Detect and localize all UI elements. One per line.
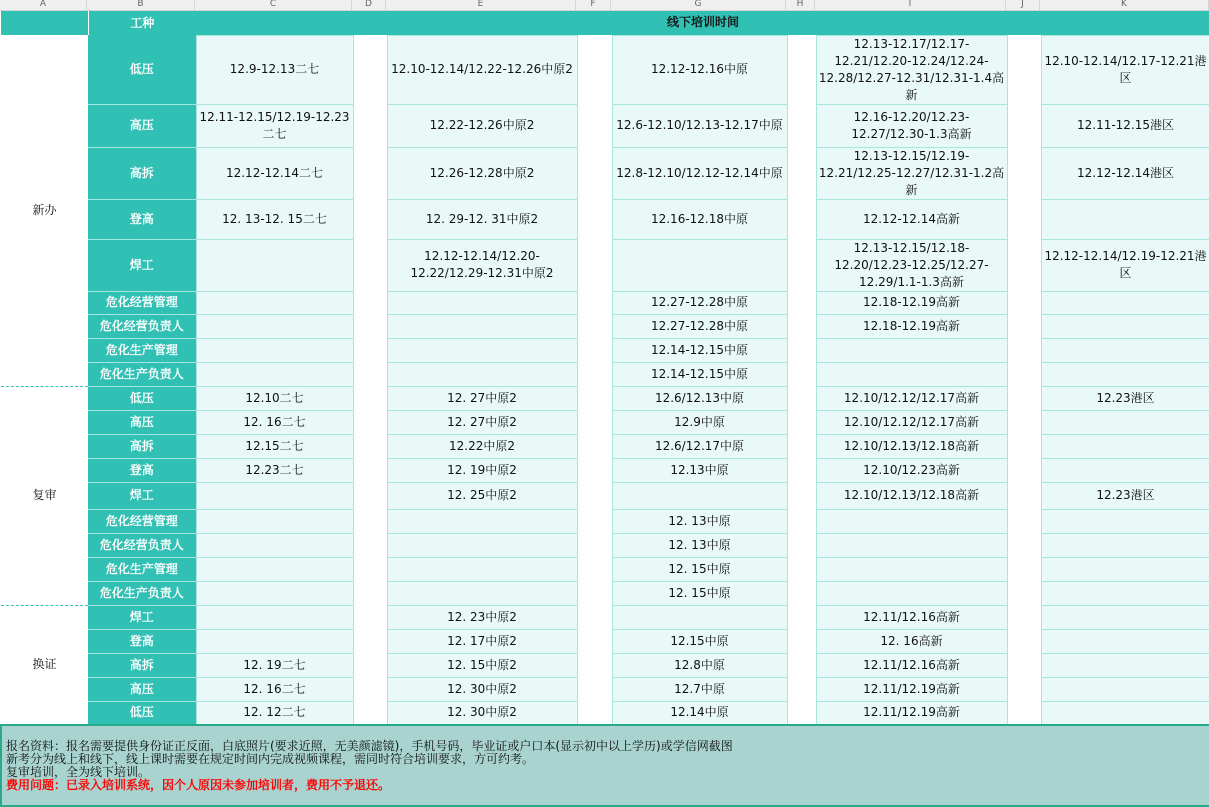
type-cell[interactable]: 焊工 — [88, 605, 196, 629]
schedule-cell-k[interactable] — [1041, 314, 1209, 338]
category-cell[interactable]: 新办 — [1, 35, 88, 386]
table-row — [1, 147, 1209, 199]
schedule-cell-e[interactable]: 12.22-12.26中原2 — [387, 104, 577, 147]
schedule-cell-k[interactable] — [1041, 677, 1209, 701]
spacer-cell-h[interactable] — [787, 581, 816, 605]
schedule-cell-e[interactable] — [387, 291, 577, 314]
schedule-cell-e[interactable] — [387, 338, 577, 362]
schedule-cell-i[interactable]: 12.10/12.12/12.17高新 — [816, 410, 1007, 434]
spacer-cell-j[interactable] — [1007, 629, 1041, 653]
spacer-cell-f[interactable] — [577, 199, 612, 239]
spacer-cell-j[interactable] — [1007, 557, 1041, 581]
table-row — [1, 482, 1209, 509]
spacer-cell-d[interactable] — [353, 147, 387, 199]
spacer-cell-f[interactable] — [577, 509, 612, 533]
schedule-cell-i[interactable] — [816, 338, 1007, 362]
spacer-cell-d[interactable] — [353, 533, 387, 557]
spacer-cell-j[interactable] — [1007, 386, 1041, 410]
spacer-cell-j[interactable] — [1007, 458, 1041, 482]
spacer-cell-h[interactable] — [787, 701, 816, 725]
schedule-cell-k[interactable] — [1041, 581, 1209, 605]
schedule-cell-k[interactable]: 12.12-12.14港区 — [1041, 147, 1209, 199]
spacer-cell-d[interactable] — [353, 199, 387, 239]
spacer-cell-h[interactable] — [787, 557, 816, 581]
type-cell[interactable]: 焊工 — [88, 482, 196, 509]
spacer-cell-j[interactable] — [1007, 605, 1041, 629]
schedule-cell-g[interactable]: 12.6-12.10/12.13-12.17中原 — [612, 104, 787, 147]
spacer-cell-h[interactable] — [787, 410, 816, 434]
category-cell[interactable]: 复审 — [1, 386, 88, 605]
schedule-cell-c[interactable]: 12. 19二七 — [196, 653, 353, 677]
schedule-cell-g[interactable]: 12. 13中原 — [612, 533, 787, 557]
spacer-cell-d[interactable] — [353, 581, 387, 605]
schedule-cell-i[interactable]: 12.13-12.15/12.18-12.20/12.23-12.25/12.27-12.29/1.1-1.3高新 — [816, 239, 1007, 291]
schedule-cell-g[interactable]: 12.27-12.28中原 — [612, 314, 787, 338]
table-row — [1, 677, 1209, 701]
schedule-cell-k[interactable] — [1041, 291, 1209, 314]
type-cell[interactable]: 危化经营管理 — [88, 291, 196, 314]
schedule-cell-c[interactable]: 12.11-12.15/12.19-12.23二七 — [196, 104, 353, 147]
spacer-cell-d[interactable] — [353, 291, 387, 314]
schedule-cell-g[interactable] — [612, 605, 787, 629]
spacer-cell-j[interactable] — [1007, 291, 1041, 314]
type-cell[interactable]: 高拆 — [88, 434, 196, 458]
table-row — [1, 386, 1209, 410]
type-cell[interactable]: 高压 — [88, 104, 196, 147]
column-header-J[interactable]: J — [1006, 0, 1040, 10]
schedule-cell-k[interactable] — [1041, 199, 1209, 239]
schedule-cell-c[interactable] — [196, 509, 353, 533]
schedule-cell-e[interactable]: 12. 29-12. 31中原2 — [387, 199, 577, 239]
spacer-cell-j[interactable] — [1007, 199, 1041, 239]
table-row — [1, 314, 1209, 338]
schedule-cell-k[interactable]: 12.10-12.14/12.17-12.21港区 — [1041, 35, 1209, 104]
spacer-cell-j[interactable] — [1007, 147, 1041, 199]
spacer-cell-f[interactable] — [577, 362, 612, 386]
spacer-cell-d[interactable] — [353, 557, 387, 581]
schedule-cell-g[interactable]: 12.6/12.17中原 — [612, 434, 787, 458]
schedule-cell-g[interactable]: 12.15中原 — [612, 629, 787, 653]
spacer-cell-j[interactable] — [1007, 581, 1041, 605]
spacer-cell-d[interactable] — [353, 677, 387, 701]
spacer-cell-h[interactable] — [787, 291, 816, 314]
spacer-cell-d[interactable] — [353, 314, 387, 338]
column-header-C[interactable]: C — [195, 0, 352, 10]
schedule-cell-g[interactable]: 12.7中原 — [612, 677, 787, 701]
spacer-cell-d[interactable] — [353, 482, 387, 509]
schedule-cell-e[interactable]: 12. 15中原2 — [387, 653, 577, 677]
type-cell[interactable]: 高压 — [88, 677, 196, 701]
schedule-cell-c[interactable]: 12. 12二七 — [196, 701, 353, 725]
schedule-cell-c[interactable] — [196, 533, 353, 557]
column-header-K[interactable]: K — [1040, 0, 1209, 10]
spacer-cell-j[interactable] — [1007, 338, 1041, 362]
spacer-cell-j[interactable] — [1007, 362, 1041, 386]
type-cell[interactable]: 登高 — [88, 629, 196, 653]
schedule-cell-i[interactable]: 12.11/12.16高新 — [816, 653, 1007, 677]
schedule-cell-i[interactable] — [816, 581, 1007, 605]
column-header-D[interactable]: D — [352, 0, 386, 10]
spacer-cell-h[interactable] — [787, 147, 816, 199]
schedule-cell-k[interactable] — [1041, 410, 1209, 434]
spacer-cell-d[interactable] — [353, 509, 387, 533]
schedule-cell-e[interactable]: 12. 30中原2 — [387, 701, 577, 725]
schedule-cell-c[interactable] — [196, 239, 353, 291]
note-renewal: 复审培训，全为线下培训。 — [6, 765, 151, 779]
schedule-cell-c[interactable]: 12. 16二七 — [196, 677, 353, 701]
spacer-cell-j[interactable] — [1007, 410, 1041, 434]
table-row — [1, 605, 1209, 629]
schedule-cell-k[interactable]: 12.12-12.14/12.19-12.21港区 — [1041, 239, 1209, 291]
schedule-cell-i[interactable]: 12. 16高新 — [816, 629, 1007, 653]
schedule-cell-e[interactable] — [387, 362, 577, 386]
spacer-cell-h[interactable] — [787, 509, 816, 533]
schedule-cell-e[interactable] — [387, 509, 577, 533]
schedule-cell-c[interactable] — [196, 362, 353, 386]
spacer-cell-j[interactable] — [1007, 35, 1041, 104]
spacer-cell-f[interactable] — [577, 104, 612, 147]
schedule-cell-i[interactable]: 12.10/12.13/12.18高新 — [816, 434, 1007, 458]
schedule-cell-g[interactable]: 12.8-12.10/12.12-12.14中原 — [612, 147, 787, 199]
spacer-cell-f[interactable] — [577, 434, 612, 458]
spacer-cell-j[interactable] — [1007, 533, 1041, 557]
spacer-cell-h[interactable] — [787, 677, 816, 701]
spacer-cell-h[interactable] — [787, 434, 816, 458]
schedule-cell-k[interactable] — [1041, 653, 1209, 677]
spacer-cell-h[interactable] — [787, 362, 816, 386]
spacer-cell-f[interactable] — [577, 677, 612, 701]
schedule-cell-e[interactable]: 12. 27中原2 — [387, 386, 577, 410]
column-header-G[interactable]: G — [611, 0, 786, 10]
spacer-cell-h[interactable] — [787, 199, 816, 239]
schedule-cell-g[interactable]: 12.6/12.13中原 — [612, 386, 787, 410]
schedule-cell-g[interactable]: 12. 13中原 — [612, 509, 787, 533]
table-row — [1, 509, 1209, 533]
schedule-cell-k[interactable]: 12.11-12.15港区 — [1041, 104, 1209, 147]
schedule-cell-i[interactable]: 12.10/12.12/12.17高新 — [816, 386, 1007, 410]
schedule-cell-e[interactable]: 12. 23中原2 — [387, 605, 577, 629]
spacer-cell-d[interactable] — [353, 653, 387, 677]
spacer-cell-h[interactable] — [787, 653, 816, 677]
spacer-cell-h[interactable] — [787, 458, 816, 482]
schedule-cell-g[interactable]: 12.9中原 — [612, 410, 787, 434]
schedule-cell-k[interactable] — [1041, 509, 1209, 533]
schedule-cell-e[interactable] — [387, 314, 577, 338]
schedule-cell-e[interactable]: 12.12-12.14/12.20-12.22/12.29-12.31中原2 — [387, 239, 577, 291]
notes-cell[interactable] — [1, 725, 1209, 806]
table-row — [1, 239, 1209, 291]
schedule-cell-e[interactable]: 12.26-12.28中原2 — [387, 147, 577, 199]
table-row — [1, 338, 1209, 362]
schedule-cell-g[interactable] — [612, 239, 787, 291]
schedule-cell-e[interactable] — [387, 557, 577, 581]
spacer-cell-d[interactable] — [353, 701, 387, 725]
spacer-cell-f[interactable] — [577, 557, 612, 581]
type-cell[interactable]: 危化生产负责人 — [88, 581, 196, 605]
spacer-cell-d[interactable] — [353, 386, 387, 410]
column-header-A[interactable]: A — [0, 0, 87, 10]
schedule-cell-c[interactable]: 12.15二七 — [196, 434, 353, 458]
type-cell[interactable]: 危化经营管理 — [88, 509, 196, 533]
spacer-cell-h[interactable] — [787, 314, 816, 338]
schedule-cell-i[interactable] — [816, 509, 1007, 533]
spacer-cell-d[interactable] — [353, 458, 387, 482]
schedule-cell-k[interactable] — [1041, 533, 1209, 557]
schedule-cell-g[interactable]: 12. 15中原 — [612, 581, 787, 605]
header-type: 工种 — [88, 11, 196, 35]
schedule-cell-k[interactable] — [1041, 629, 1209, 653]
schedule-cell-c[interactable] — [196, 338, 353, 362]
spacer-cell-h[interactable] — [787, 35, 816, 104]
schedule-cell-k[interactable] — [1041, 605, 1209, 629]
spacer-cell-j[interactable] — [1007, 653, 1041, 677]
schedule-cell-g[interactable]: 12.13中原 — [612, 458, 787, 482]
spacer-cell-f[interactable] — [577, 581, 612, 605]
schedule-cell-k[interactable] — [1041, 434, 1209, 458]
spacer-cell-f[interactable] — [577, 653, 612, 677]
table-row — [1, 199, 1209, 239]
schedule-cell-i[interactable]: 12.10/12.13/12.18高新 — [816, 482, 1007, 509]
spacer-cell-j[interactable] — [1007, 239, 1041, 291]
spacer-cell-j[interactable] — [1007, 509, 1041, 533]
schedule-cell-i[interactable]: 12.18-12.19高新 — [816, 291, 1007, 314]
schedule-cell-c[interactable]: 12.10二七 — [196, 386, 353, 410]
schedule-cell-i[interactable]: 12.18-12.19高新 — [816, 314, 1007, 338]
spacer-cell-d[interactable] — [353, 434, 387, 458]
spacer-cell-j[interactable] — [1007, 434, 1041, 458]
schedule-cell-c[interactable]: 12.9-12.13二七 — [196, 35, 353, 104]
schedule-cell-i[interactable]: 12.11/12.16高新 — [816, 605, 1007, 629]
schedule-cell-k[interactable]: 12.23港区 — [1041, 482, 1209, 509]
schedule-cell-c[interactable]: 12. 16二七 — [196, 410, 353, 434]
spacer-cell-f[interactable] — [577, 533, 612, 557]
schedule-cell-k[interactable] — [1041, 362, 1209, 386]
schedule-cell-c[interactable]: 12.12-12.14二七 — [196, 147, 353, 199]
schedule-cell-e[interactable]: 12. 17中原2 — [387, 629, 577, 653]
spacer-cell-f[interactable] — [577, 605, 612, 629]
spacer-cell-d[interactable] — [353, 35, 387, 104]
table-row — [1, 35, 1209, 104]
table-row — [1, 629, 1209, 653]
schedule-cell-k[interactable]: 12.23港区 — [1041, 386, 1209, 410]
type-cell[interactable]: 低压 — [88, 701, 196, 725]
spacer-cell-j[interactable] — [1007, 677, 1041, 701]
spacer-cell-f[interactable] — [577, 239, 612, 291]
table-row — [1, 362, 1209, 386]
type-cell[interactable]: 危化经营负责人 — [88, 314, 196, 338]
type-cell[interactable]: 登高 — [88, 458, 196, 482]
schedule-cell-c[interactable] — [196, 629, 353, 653]
schedule-cell-k[interactable] — [1041, 701, 1209, 725]
note-fees: 费用问题：已录入培训系统，因个人原因未参加培训者，费用不予退还。 — [6, 778, 391, 792]
schedule-cell-i[interactable] — [816, 362, 1007, 386]
spacer-cell-f[interactable] — [577, 458, 612, 482]
spacer-cell-d[interactable] — [353, 104, 387, 147]
schedule-cell-e[interactable]: 12.10-12.14/12.22-12.26中原2 — [387, 35, 577, 104]
schedule-cell-e[interactable]: 12. 27中原2 — [387, 410, 577, 434]
column-header-F[interactable]: F — [576, 0, 611, 10]
column-header-E[interactable]: E — [386, 0, 576, 10]
spacer-cell-h[interactable] — [787, 386, 816, 410]
schedule-cell-k[interactable] — [1041, 458, 1209, 482]
spacer-cell-j[interactable] — [1007, 314, 1041, 338]
spacer-cell-f[interactable] — [577, 629, 612, 653]
spacer-cell-f[interactable] — [577, 338, 612, 362]
schedule-cell-i[interactable]: 12.11/12.19高新 — [816, 701, 1007, 725]
schedule-cell-i[interactable]: 12.10/12.23高新 — [816, 458, 1007, 482]
category-cell[interactable]: 换证 — [1, 605, 88, 725]
schedule-cell-g[interactable]: 12.14中原 — [612, 701, 787, 725]
type-cell[interactable]: 登高 — [88, 199, 196, 239]
table-row — [1, 533, 1209, 557]
schedule-cell-e[interactable]: 12.22中原2 — [387, 434, 577, 458]
spacer-cell-h[interactable] — [787, 338, 816, 362]
schedule-cell-c[interactable] — [196, 482, 353, 509]
spacer-cell-f[interactable] — [577, 314, 612, 338]
type-cell[interactable]: 危化生产管理 — [88, 557, 196, 581]
schedule-cell-e[interactable]: 12. 19中原2 — [387, 458, 577, 482]
spacer-cell-f[interactable] — [577, 291, 612, 314]
column-headers — [0, 0, 1209, 11]
type-cell[interactable]: 低压 — [88, 386, 196, 410]
spacer-cell-h[interactable] — [787, 629, 816, 653]
spacer-cell-f[interactable] — [577, 410, 612, 434]
spacer-cell-j[interactable] — [1007, 701, 1041, 725]
schedule-cell-i[interactable]: 12.11/12.19高新 — [816, 677, 1007, 701]
header-blank — [1, 11, 88, 35]
schedule-cell-i[interactable] — [816, 557, 1007, 581]
spacer-cell-h[interactable] — [787, 482, 816, 509]
table-row — [1, 701, 1209, 725]
schedule-cell-i[interactable]: 12.16-12.20/12.23-12.27/12.30-1.3高新 — [816, 104, 1007, 147]
note-exam: 新考分为线上和线下，线上课时需要在规定时间内完成视频课程，需同时符合培训要求，方可约考。 — [6, 752, 535, 766]
schedule-cell-e[interactable] — [387, 581, 577, 605]
schedule-cell-c[interactable]: 12. 13-12. 15二七 — [196, 199, 353, 239]
table-row — [1, 458, 1209, 482]
spacer-cell-f[interactable] — [577, 147, 612, 199]
schedule-cell-g[interactable]: 12.14-12.15中原 — [612, 362, 787, 386]
schedule-cell-e[interactable]: 12. 25中原2 — [387, 482, 577, 509]
schedule-cell-i[interactable]: 12.13-12.15/12.19-12.21/12.25-12.27/12.31-1.2高新 — [816, 147, 1007, 199]
type-cell[interactable]: 焊工 — [88, 239, 196, 291]
spacer-cell-h[interactable] — [787, 104, 816, 147]
schedule-cell-g[interactable]: 12.14-12.15中原 — [612, 338, 787, 362]
spacer-cell-d[interactable] — [353, 410, 387, 434]
table-row — [1, 291, 1209, 314]
schedule-cell-i[interactable]: 12.12-12.14高新 — [816, 199, 1007, 239]
type-cell[interactable]: 高拆 — [88, 147, 196, 199]
type-cell[interactable]: 高压 — [88, 410, 196, 434]
type-cell[interactable]: 危化生产管理 — [88, 338, 196, 362]
type-cell[interactable]: 低压 — [88, 35, 196, 104]
schedule-cell-c[interactable] — [196, 557, 353, 581]
schedule-cell-k[interactable] — [1041, 557, 1209, 581]
schedule-cell-g[interactable]: 12.8中原 — [612, 653, 787, 677]
type-cell[interactable]: 高拆 — [88, 653, 196, 677]
spacer-cell-f[interactable] — [577, 701, 612, 725]
table-row — [1, 653, 1209, 677]
schedule-cell-e[interactable]: 12. 30中原2 — [387, 677, 577, 701]
header-row — [1, 11, 1209, 35]
schedule-cell-c[interactable]: 12.23二七 — [196, 458, 353, 482]
column-header-H[interactable]: H — [786, 0, 815, 10]
training-schedule-table — [0, 11, 1209, 807]
schedule-cell-i[interactable] — [816, 533, 1007, 557]
schedule-cell-e[interactable] — [387, 533, 577, 557]
table-row — [1, 557, 1209, 581]
table-row — [1, 410, 1209, 434]
schedule-cell-g[interactable] — [612, 482, 787, 509]
spacer-cell-h[interactable] — [787, 533, 816, 557]
schedule-cell-c[interactable] — [196, 581, 353, 605]
note-registration: 报名资料：报名需要提供身份证正反面，白底照片(要求近照，无美颜滤镜)，手机号码，毕业证或户口本(显示初中以上学历)或学信网截图 — [6, 739, 733, 753]
schedule-cell-g[interactable]: 12.16-12.18中原 — [612, 199, 787, 239]
spacer-cell-j[interactable] — [1007, 104, 1041, 147]
spacer-cell-h[interactable] — [787, 605, 816, 629]
spacer-cell-f[interactable] — [577, 35, 612, 104]
spacer-cell-j[interactable] — [1007, 482, 1041, 509]
schedule-cell-c[interactable] — [196, 291, 353, 314]
type-cell[interactable]: 危化经营负责人 — [88, 533, 196, 557]
table-row — [1, 104, 1209, 147]
schedule-cell-g[interactable]: 12.12-12.16中原 — [612, 35, 787, 104]
spacer-cell-f[interactable] — [577, 482, 612, 509]
spacer-cell-d[interactable] — [353, 629, 387, 653]
spacer-cell-d[interactable] — [353, 362, 387, 386]
header-training-time: 线下培训时间 — [196, 11, 1209, 35]
spacer-cell-f[interactable] — [577, 386, 612, 410]
spacer-cell-d[interactable] — [353, 605, 387, 629]
schedule-cell-i[interactable]: 12.13-12.17/12.17-12.21/12.20-12.24/12.24-12.28/12.27-12.31/12.31-1.4高新 — [816, 35, 1007, 104]
table-row — [1, 434, 1209, 458]
column-header-B[interactable]: B — [87, 0, 195, 10]
spacer-cell-d[interactable] — [353, 338, 387, 362]
schedule-cell-g[interactable]: 12.27-12.28中原 — [612, 291, 787, 314]
table-row — [1, 581, 1209, 605]
type-cell[interactable]: 危化生产负责人 — [88, 362, 196, 386]
schedule-cell-c[interactable] — [196, 314, 353, 338]
schedule-cell-c[interactable] — [196, 605, 353, 629]
schedule-cell-g[interactable]: 12. 15中原 — [612, 557, 787, 581]
schedule-cell-k[interactable] — [1041, 338, 1209, 362]
spacer-cell-h[interactable] — [787, 239, 816, 291]
spacer-cell-d[interactable] — [353, 239, 387, 291]
column-header-I[interactable]: I — [815, 0, 1006, 10]
